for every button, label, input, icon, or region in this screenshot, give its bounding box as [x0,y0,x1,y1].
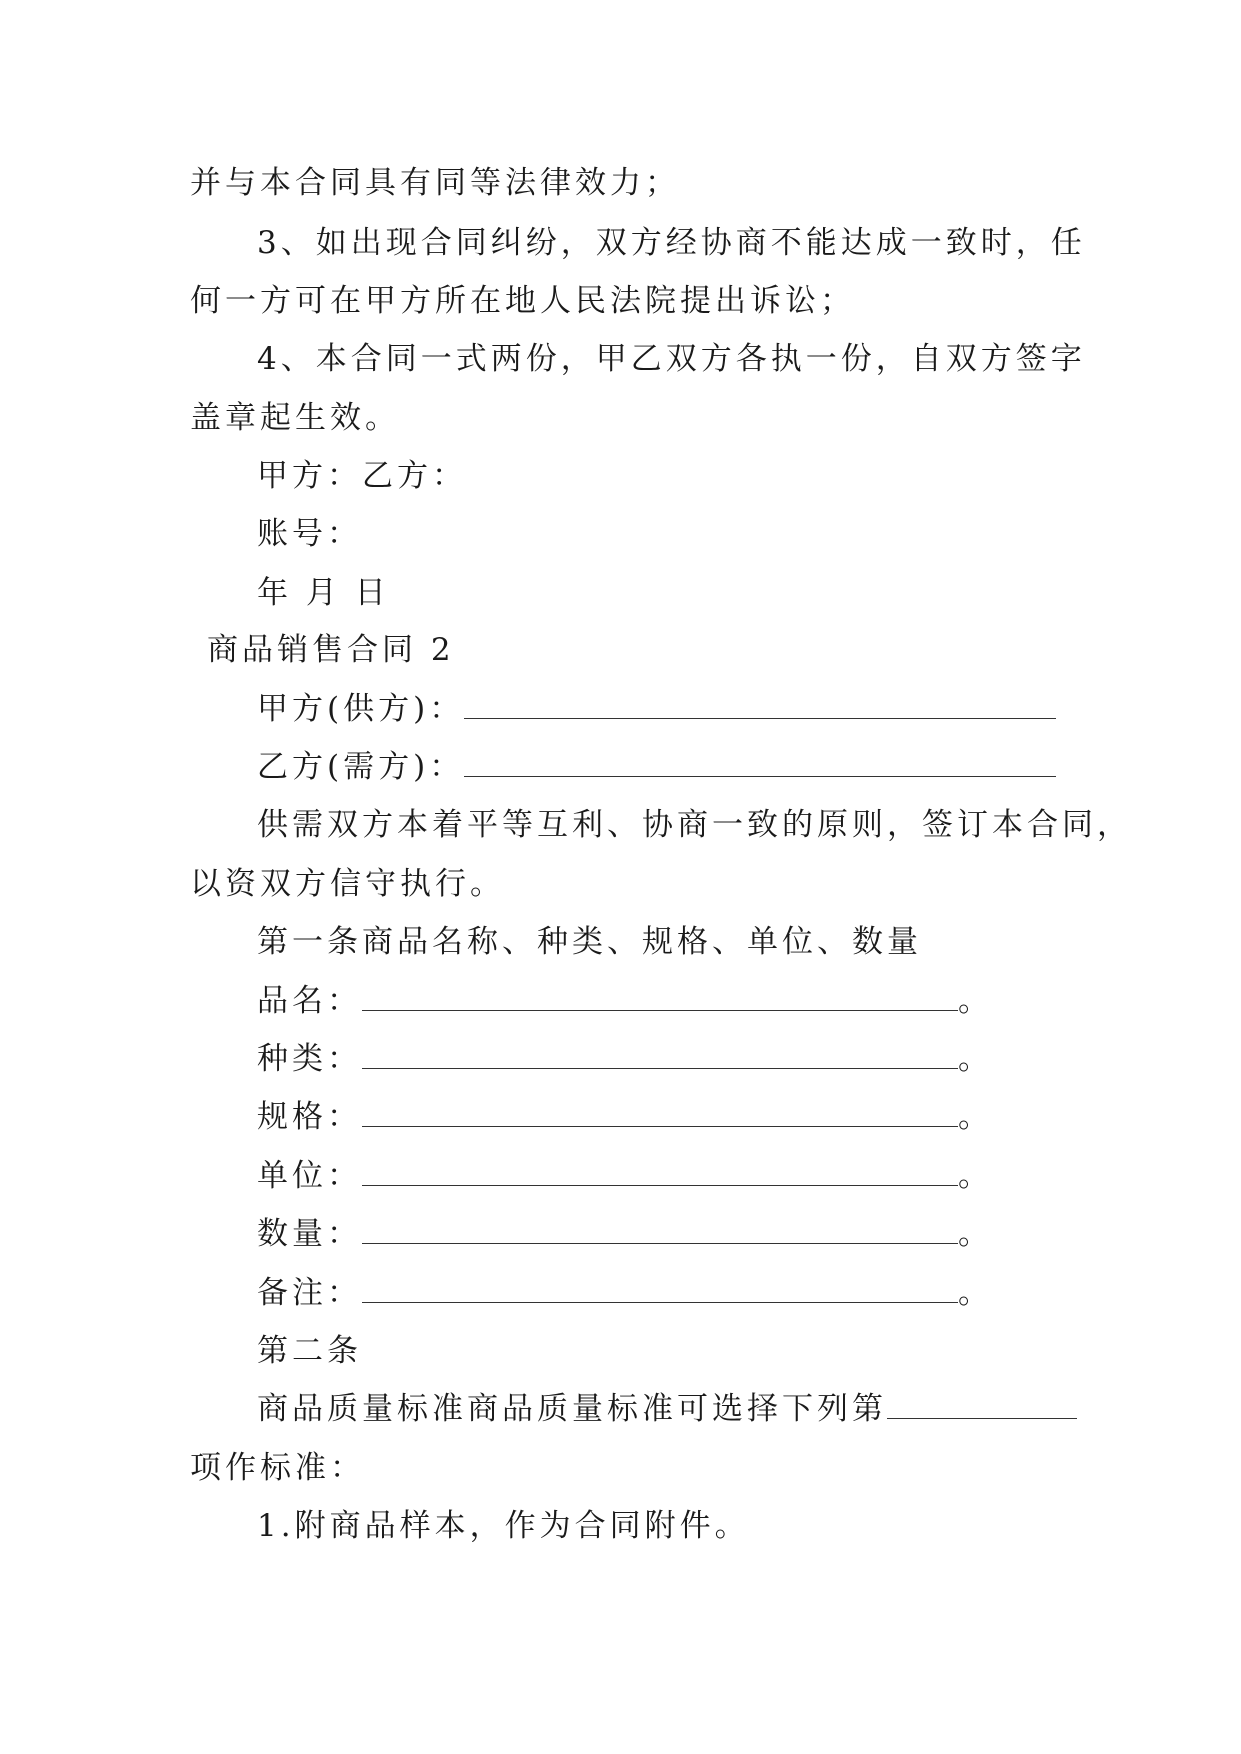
quantity-field [257,1214,993,1254]
buyer-blank [464,750,1056,777]
text-line: 项作标准： [190,1450,365,1486]
field-blank [362,1217,958,1244]
supplier-field [257,689,1056,729]
field-blank [362,1042,958,1069]
field-blank [362,1159,958,1186]
field-label: 规格： [257,1099,362,1135]
field-period: 。 [958,1041,993,1077]
spec-field [257,1097,993,1137]
article-heading: 第二条 [257,1333,362,1369]
field-label: 数量： [257,1216,362,1252]
field-blank [362,984,958,1011]
remarks-field [257,1273,993,1313]
product-name-field [257,981,993,1021]
supplier-label: 甲方(供方)： [257,691,465,727]
buyer-field [257,747,1056,787]
article-heading: 第一条商品名称、种类、规格、单位、数量 [257,924,922,960]
text-line: 3、如出现合同纠纷，双方经协商不能达成一致时，任 [257,225,1086,261]
list-item: 1.附商品样本，作为合同附件。 [257,1508,750,1544]
field-period: 。 [958,983,993,1019]
text-line: 并与本合同具有同等法律效力； [190,165,680,201]
field-period: 。 [958,1099,993,1135]
supplier-blank [464,692,1056,719]
field-period: 。 [958,1158,993,1194]
choice-blank [887,1392,1077,1419]
text-line: 4、本合同一式两份，甲乙双方各执一份，自双方签字 [257,341,1086,377]
unit-field [257,1156,993,1196]
field-period: 。 [958,1275,993,1311]
text-line: 何一方可在甲方所在地人民法院提出诉讼； [190,283,855,319]
field-period: 。 [958,1216,993,1252]
field-label: 品名： [257,983,362,1019]
party-signature-line: 甲方：乙方： [257,458,467,494]
date-line: 年 月 日 [257,575,390,611]
buyer-label: 乙方(需方)： [257,749,465,785]
account-line: 账号： [257,516,362,552]
field-label: 种类： [257,1041,362,1077]
text-line: 供需双方本着平等互利、协商一致的原则，签订本合同， [257,807,1132,843]
field-blank [362,1276,958,1303]
field-label: 备注： [257,1275,362,1311]
text-line: 盖章起生效。 [190,400,400,436]
field-label: 单位： [257,1158,362,1194]
text-line: 以资双方信守执行。 [190,866,505,902]
quality-standard-line [257,1389,1077,1429]
category-field [257,1039,993,1079]
section-title: 商品销售合同 2 [207,632,455,668]
field-blank [362,1100,958,1127]
quality-standard-text: 商品质量标准商品质量标准可选择下列第 [257,1391,887,1427]
